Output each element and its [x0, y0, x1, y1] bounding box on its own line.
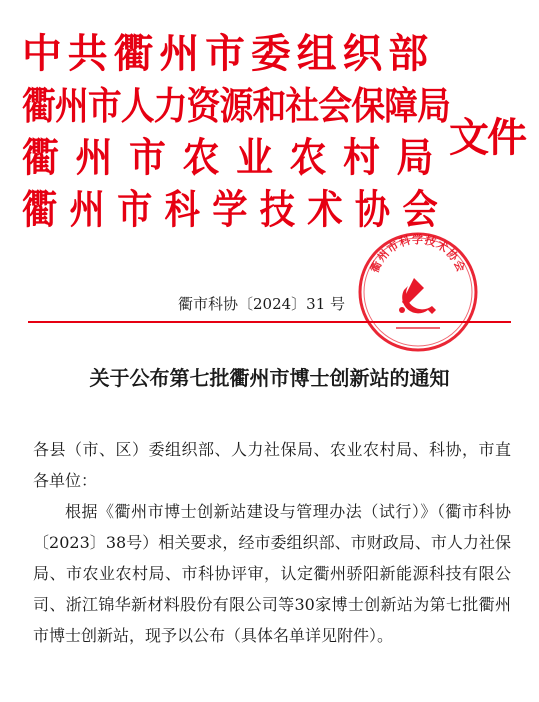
seal-emblem-icon	[399, 278, 436, 314]
salutation-text: 各县（市、区）委组织部、人力社保局、农业农村局、科协，市直各单位：	[33, 440, 511, 490]
document-suffix: 文件	[449, 115, 525, 161]
body-paragraph: 根据《衢州市博士创新站建设与管理办法（试行）》（衢市科协〔2023〕38号）相关要求，经市委组织部、市财政局、市人力社保局、市农业农村局、市科协评审，认定衢州骄阳新能源科技有限公司、浙江锦华新材料股份有限公司等30家博士创新站为第七批衢州市博士创新站，现予以公布（具体名单详见附件）。	[33, 502, 511, 645]
document-title: 关于公布第七批衢州市博士创新站的通知	[89, 366, 450, 390]
svg-text:衢州市科学技术协会	[367, 232, 469, 274]
document-body	[33, 434, 511, 651]
issuer-line-2: 衢州市人力资源和社会保障局	[22, 84, 451, 128]
issuer-line-1: 中共衢州市委组织部	[22, 31, 435, 77]
issuer-line-4: 衢州市科学技术协会	[22, 187, 450, 233]
issuer-block	[22, 28, 452, 236]
issuer-line-3: 衢州市农业农村局	[22, 135, 450, 181]
official-seal-icon	[356, 230, 480, 354]
seal-text: 衢州市科学技术协会	[368, 233, 468, 275]
document-number: 衢市科协〔2024〕31 号	[178, 295, 346, 313]
